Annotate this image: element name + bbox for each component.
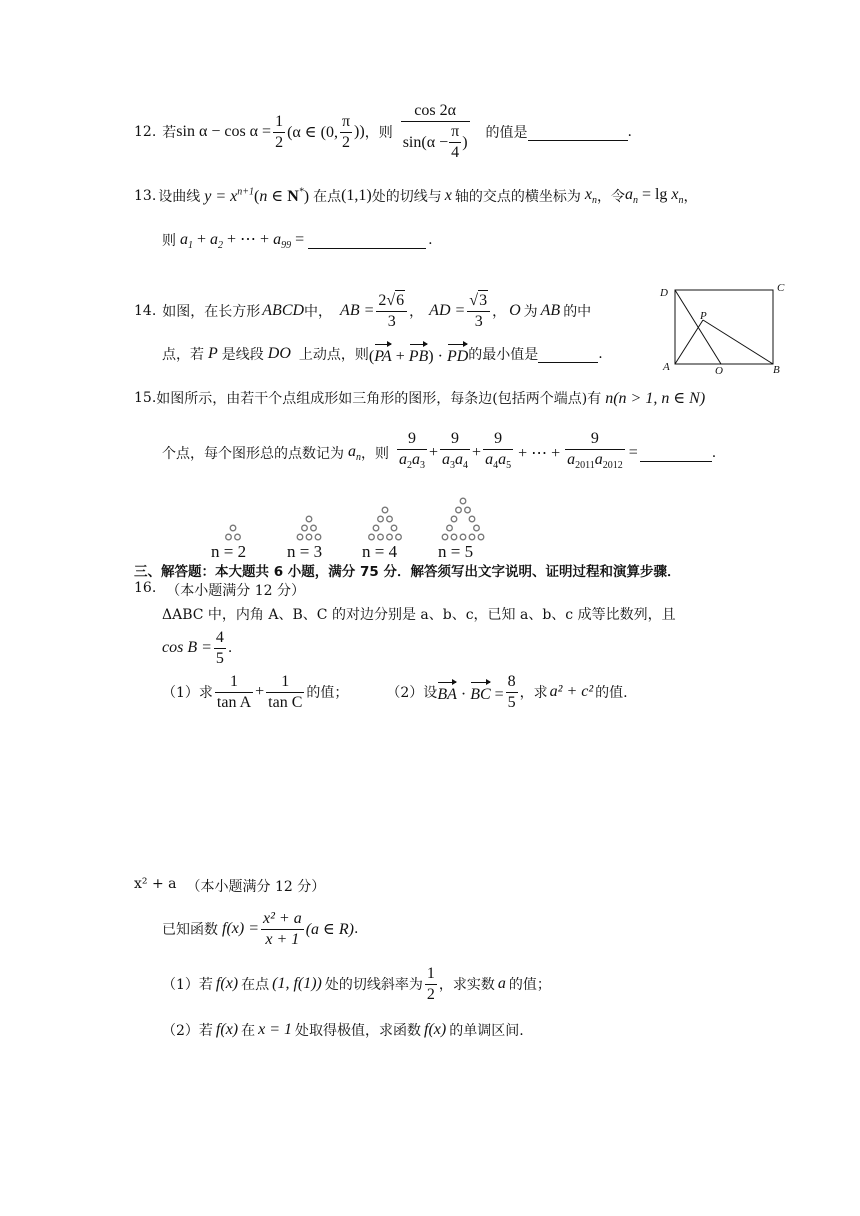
q15-number: 15. xyxy=(134,390,157,406)
question-17-line1: 已知函数 f(x) = $\frac{\text{x² + a}}{x + 1}$ (a ∈ R) . xyxy=(162,909,359,948)
q12-end: . xyxy=(627,124,632,140)
triangle-dot xyxy=(447,525,453,531)
q12-answer-blank[interactable] xyxy=(528,138,628,141)
label-n3: n = 3 xyxy=(287,542,323,560)
segment-pa xyxy=(675,320,703,364)
q12-number: 12. xyxy=(134,124,157,140)
triangle-dot xyxy=(306,534,312,540)
label-p: P xyxy=(700,310,707,322)
triangle-dot xyxy=(469,516,475,522)
question-15: 15. 如图所示，由若干个点组成形如三角形的图形，每条边(包括两个端点)有 n(n > 1, n ∈ N) xyxy=(134,390,706,407)
triangle-dot xyxy=(226,534,232,540)
triangle-dot xyxy=(369,534,375,540)
question-14: 14. 如图，在长方形 ABCD 中， AB = $\frac{2√6}{3}$ ， AD = $\frac{√3}{3}$ ， O 为 AB 的中 xyxy=(134,292,592,330)
question-17-part2: （2）若 f(x) 在 x = 1 处取得极值，求函数 f(x) 的单调区间. xyxy=(162,1021,524,1039)
q12-domain-open: (α ∈ (0, xyxy=(287,124,338,141)
q15-term-last: $\frac{9}{a_{2011}a_{2012}}$ xyxy=(567,430,623,472)
label-d: D xyxy=(660,287,668,299)
q14-number: 14. xyxy=(134,303,157,319)
question-16-line2: cos B = $\frac{4}{5}$ . xyxy=(162,628,233,667)
triangle-dot xyxy=(235,534,241,540)
label-a: A xyxy=(663,361,670,373)
label-n4: n = 4 xyxy=(362,542,398,560)
triangle-dot xyxy=(396,534,402,540)
q15-term-2: $\frac{9}{a_3a_4}$ xyxy=(442,430,469,472)
q12-main-fraction: cos 2α sin(α − $\frac{\pi}{4}$ ) xyxy=(402,102,468,161)
q17-slope-fraction: $\frac{1}{2}$ xyxy=(426,964,435,1003)
label-b: B xyxy=(773,364,780,376)
rect-abcd xyxy=(675,290,773,364)
label-o: O xyxy=(715,365,723,377)
q17-function-fraction: $\frac{\text{x² + a}}{x + 1}$ xyxy=(263,909,302,948)
question-17-header: x² + a （本小题满分 12 分） xyxy=(134,876,326,895)
q13-xn: $x_n$ xyxy=(580,185,597,207)
triangle-dot xyxy=(311,525,317,531)
triangle-dot xyxy=(306,516,312,522)
triangle-dot xyxy=(474,525,480,531)
q13-sum: $a_1 + a_2$ + ⋯ + $a_{99}$ = xyxy=(176,230,305,252)
q12-condition-lhs: sin α − cos α = xyxy=(176,123,272,140)
triangle-dot xyxy=(382,507,388,513)
question-16-line1: ΔABC 中，内角 A、B、C 的对边分别是 a、b、c，已知 a、b、c 成等比数列，且 xyxy=(162,607,676,623)
triangle-dot xyxy=(315,534,321,540)
triangle-dot xyxy=(469,534,475,540)
q12-suffix: 的值是 xyxy=(485,125,528,141)
q12-then: ，则 xyxy=(364,125,393,141)
triangle-dot xyxy=(442,534,448,540)
label-c: C xyxy=(777,282,785,294)
triangle-dot xyxy=(387,534,393,540)
question-13-line2: 则 $a_1 + a_2$ + ⋯ + $a_{99}$ = . xyxy=(162,230,433,252)
q13-point: (1,1) xyxy=(341,187,372,204)
question-15-line2: 个点，每个图形总的点数记为 $a_n$ ，则 $\frac{9}{a_2a_3}$ + $\frac{9}{a_3a_4}$ + $\frac{9}{a_4a_5}$ + ⋯ + $\frac{9}{a_{2011}a_{2012}}$ = . xyxy=(162,428,716,478)
triangle-dot xyxy=(451,516,457,522)
question-12 xyxy=(134,104,632,160)
question-16-parts: （1）求 $\frac{1}{\text{tan A}}$ + $\frac{1}{\text{tan C}}$ 的值； （2）设 BA · BC = $\frac{8}{5}$ ，求 a² + c² 的值. xyxy=(162,672,628,711)
q15-triangle-figures xyxy=(205,485,505,560)
q15-answer-blank[interactable] xyxy=(640,459,712,462)
triangle-dot xyxy=(387,516,393,522)
triangle-dot xyxy=(373,525,379,531)
triangle-dot xyxy=(391,525,397,531)
q16-dot-product: BA · BC = xyxy=(437,680,503,704)
triangle-dot xyxy=(456,507,462,513)
q13-curve: $y = x^{n+1}(n$ ∈ N*) xyxy=(200,186,310,205)
triangle-dot xyxy=(378,534,384,540)
segment-pb xyxy=(703,320,773,364)
q14-answer-blank[interactable] xyxy=(538,360,598,363)
label-n2: n = 2 xyxy=(211,542,247,560)
q15-term-3: $\frac{9}{a_4a_5}$ xyxy=(485,430,512,472)
question-14-line2: 点，若 P 是线段 DO 上动点，则 (PA + PB) · PD 的最小值是 . xyxy=(162,340,603,368)
question-13: 13. 设曲线 $y = x^{n+1}(n$ ∈ N*) 在点 (1,1) 处的切线与 x 轴的交点的横坐标为 $x_n$ ，令 $a_n = \lg x_n$ ， xyxy=(134,185,698,207)
q12-fraction-half: $\frac{1}{2}$ xyxy=(275,112,284,151)
triangle-dot xyxy=(378,516,384,522)
q14-rectangle-figure xyxy=(655,278,790,378)
triangle-dot xyxy=(451,534,457,540)
q16-frac-a: $\frac{1}{\text{tan A}}$ xyxy=(216,672,252,711)
q14-ab-fraction: $\frac{2√6}{3}$ xyxy=(376,290,407,332)
q12-domain-close: )) xyxy=(354,123,365,140)
triangle-dot xyxy=(297,534,303,540)
q14-vector-expr: (PA + PB) · PD xyxy=(369,342,468,366)
q16-frac-85: $\frac{8}{5}$ xyxy=(507,672,516,711)
question-16-header: 16. （本小题满分 12 分） xyxy=(134,580,305,599)
triangle-dot xyxy=(478,534,484,540)
q12-prefix: 若 xyxy=(162,125,177,141)
q14-ad-fraction: $\frac{√3}{3}$ xyxy=(467,290,490,332)
q13-answer-blank[interactable] xyxy=(308,246,426,249)
q12-fraction-pi2: $\frac{\pi}{2}$ xyxy=(341,112,351,151)
q13-number: 13. xyxy=(134,188,157,204)
triangle-dot xyxy=(230,525,236,531)
triangle-dot xyxy=(302,525,308,531)
triangle-dot xyxy=(460,534,466,540)
q13-an-def: $a_n = \lg x_n$ xyxy=(624,185,684,207)
section-3-heading: 三、解答题：本大题共 6 小题，满分 75 分．解答须写出文字说明、证明过程和演算步骤． xyxy=(134,564,681,580)
q15-term-1: $\frac{9}{a_2a_3}$ xyxy=(399,430,425,472)
question-17-part1: （1）若 f(x) 在点 (1, f(1)) 处的切线斜率为 $\frac{1}{2}$ ，求实数 a 的值； xyxy=(162,964,551,1003)
q16-cosb-fraction: $\frac{4}{5}$ xyxy=(215,628,224,667)
label-n5: n = 5 xyxy=(438,542,474,560)
triangle-dot xyxy=(465,507,471,513)
triangle-dot xyxy=(460,498,466,504)
q16-frac-c: $\frac{1}{\text{tan C}}$ xyxy=(268,672,303,711)
